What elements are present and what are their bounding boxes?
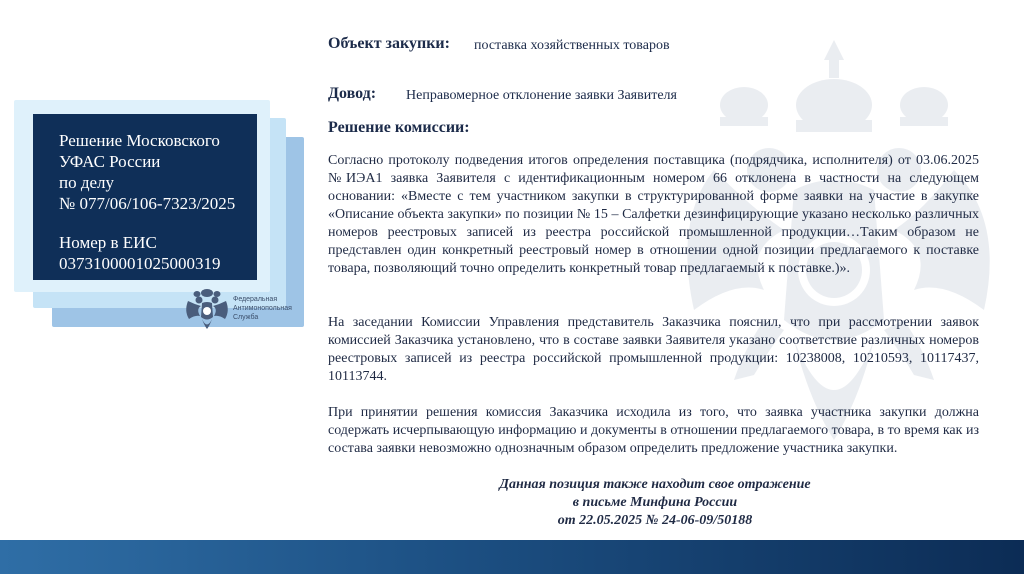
argument-label: Довод: xyxy=(328,85,377,102)
note-line: Данная позиция также находит свое отражение xyxy=(499,477,811,492)
decision-card-line: по делу xyxy=(59,173,115,192)
footer-band xyxy=(0,540,1024,574)
eis-label: Номер в ЕИС xyxy=(59,233,157,252)
procurement-object-label: Объект закупки: xyxy=(328,35,450,52)
fas-logo-text xyxy=(233,295,313,322)
case-number: № 077/06/106-7323/2025 xyxy=(59,194,236,213)
decision-card xyxy=(33,114,257,280)
decision-paragraph-3: При принятии решения комиссия Заказчика исходила из того, что заявка участника закупки должна содержать исчерпывающую информацию и документы в отношении предлагаемого товара, в то время как из состава заявки невозможно однозначным образом определить предложение участника закупки. xyxy=(328,405,979,456)
eagle-emblem-icon xyxy=(184,285,230,331)
decision-card-line: Решение Московского xyxy=(59,131,220,150)
fas-logo xyxy=(184,285,304,331)
fas-logo-line: Служба xyxy=(233,314,259,321)
fas-logo-line: Антимонопольная xyxy=(233,305,292,312)
decision-card-line: УФАС России xyxy=(59,152,161,171)
eis-number: 0373100001025000319 xyxy=(59,254,221,273)
commission-decision-heading: Решение комиссии: xyxy=(328,119,470,136)
minfin-letter-note xyxy=(430,476,880,530)
procurement-object-value: поставка хозяйственных товаров xyxy=(474,38,670,53)
argument-value: Неправомерное отклонение заявки Заявителя xyxy=(406,88,677,103)
decision-paragraph-1: Согласно протоколу подведения итогов определения поставщика (подрядчика, исполнителя) от 03.06.2025 №ИЭА1 заявка Заявителя с идентификационным номером 66 отклонена в частности на следующем основании: «Вместе с тем участником закупки в структурированной форме заявки на участие в закупке «Описание объекта закупки» по позиции № 15 – Салфетки дезинфицирующие указано несколько различных номеров реестровых записей из реестра российской промышленной продукции…Таким образом не представлен один конкретный реестровый номер в отношении одной позиции предлагаемого к поставке товара, позволяющий точно определить конкретный товар предлагаемый к поставке.)». xyxy=(328,153,979,276)
note-line: от 22.05.2025 № 24-06-09/50188 xyxy=(557,513,753,528)
fas-logo-line: Федеральная xyxy=(233,296,278,303)
decision-paragraph-2: На заседании Комиссии Управления представитель Заказчика пояснил, что при рассмотрении заявок комиссией Заказчика установлено, что в составе заявки Заявителя указано соответствие различных номеров реестровых записей из реестра российской промышленной продукции: 10238008, 10210593, 10117437, 10113744. xyxy=(328,315,979,384)
spacer xyxy=(59,214,247,232)
note-line: в письме Минфина России xyxy=(572,495,738,510)
